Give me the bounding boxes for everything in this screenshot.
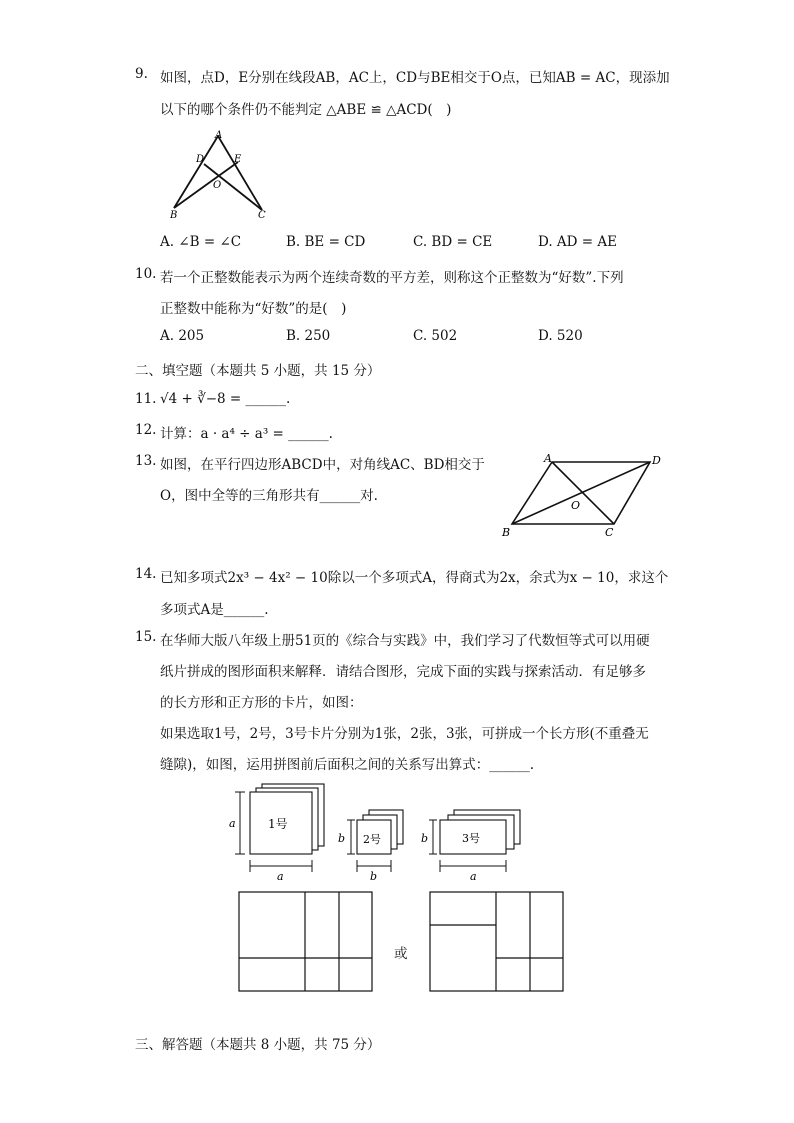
q9-option-c: C. BD = CE bbox=[413, 234, 493, 250]
q15-text-line5: 缝隙)，如图，运用拼图前后面积之间的关系写出算式：______. bbox=[160, 757, 535, 773]
q12-text: 计算：a · a⁴ ÷ a³ = ______. bbox=[160, 426, 333, 442]
q12-number: 12. bbox=[135, 422, 157, 438]
q15-assembled-rectangle-left bbox=[238, 891, 374, 993]
q10-text-line1: 若一个正整数能表示为两个连续奇数的平方差，则称这个正整数为“好数”.下列 bbox=[160, 270, 624, 286]
q9-option-a: A. ∠B = ∠C bbox=[160, 234, 242, 250]
card-3-height-label: b bbox=[421, 832, 429, 845]
q9-option-d: D. AD = AE bbox=[538, 234, 617, 250]
q9-label-o: O bbox=[213, 180, 222, 191]
q15-assembled-rectangle-right bbox=[429, 891, 565, 993]
q10-option-d: D. 520 bbox=[538, 328, 583, 344]
q10-option-b: B. 250 bbox=[286, 328, 331, 344]
q10-number: 10. bbox=[135, 266, 157, 282]
q9-label-c: C bbox=[258, 210, 266, 221]
card-1-label: 1号 bbox=[268, 817, 288, 831]
q13-label-b: B bbox=[502, 526, 511, 539]
card-2-width-label: b bbox=[370, 870, 378, 883]
card-3-label: 3号 bbox=[462, 832, 480, 845]
q10-text-line2: 正整数中能称为“好数”的是( ) bbox=[160, 301, 347, 317]
q14-text-line1: 已知多项式2x³ − 4x² − 10除以一个多项式A，得商式为2x，余式为x − 10，求这个 bbox=[160, 570, 669, 586]
section-2-heading: 二、填空题（本题共 5 小题，共 15 分） bbox=[135, 363, 381, 379]
q13-number: 13. bbox=[135, 453, 157, 469]
q9-number: 9. bbox=[135, 66, 148, 82]
q15-text-line1: 在华师大版八年级上册51页的《综合与实践》中，我们学习了代数恒等式可以用硬 bbox=[160, 633, 650, 649]
card-3-width-label: a bbox=[470, 870, 477, 883]
q13-label-o: O bbox=[571, 499, 581, 512]
q13-label-a: A bbox=[544, 452, 552, 465]
q11-text: √4 + ∛−8 = ______. bbox=[160, 391, 291, 407]
q10-option-a: A. 205 bbox=[160, 328, 205, 344]
q9-triangle-figure bbox=[160, 128, 280, 224]
q9-label-e: E bbox=[234, 154, 242, 165]
or-text: 或 bbox=[394, 946, 408, 962]
q13-label-c: C bbox=[605, 526, 614, 539]
q15-text-line2: 纸片拼成的图形面积来解释．请结合图形，完成下面的实践与探索活动．有足够多 bbox=[160, 664, 646, 680]
q9-text-line2: 以下的哪个条件仍不能判定 △ABE ≌ △ACD( ) bbox=[160, 102, 452, 118]
q15-cards-figure bbox=[226, 778, 526, 886]
q13-label-d: D bbox=[652, 454, 661, 467]
q15-text-line4: 如果选取1号，2号，3号卡片分别为1张，2张，3张，可拼成一个长方形(不重叠无 bbox=[160, 726, 649, 742]
q9-label-b: B bbox=[170, 210, 178, 221]
card-2-height-label: b bbox=[338, 832, 346, 845]
q9-text-line1: 如图，点D，E分别在线段AB，AC上，CD与BE相交于O点，已知AB = AC，现添加 bbox=[160, 70, 670, 86]
q9-label-a: A bbox=[215, 130, 223, 141]
card-2-label: 2号 bbox=[363, 833, 381, 846]
q9-option-b: B. BE = CD bbox=[286, 234, 366, 250]
q9-label-d: D bbox=[196, 154, 205, 165]
card-1-height-label: a bbox=[229, 817, 236, 830]
q15-number: 15. bbox=[135, 629, 157, 645]
q13-text-line1: 如图，在平行四边形ABCD中，对角线AC、BD相交于 bbox=[160, 457, 485, 473]
section-3-heading: 三、解答题（本题共 8 小题，共 75 分） bbox=[135, 1037, 381, 1053]
q10-option-c: C. 502 bbox=[413, 328, 458, 344]
q14-text-line2: 多项式A是______. bbox=[160, 602, 269, 618]
q13-text-line2: O，图中全等的三角形共有______对. bbox=[160, 488, 378, 504]
q13-parallelogram-figure bbox=[496, 450, 666, 542]
q14-number: 14. bbox=[135, 566, 157, 582]
q15-text-line3: 的长方形和正方形的卡片，如图： bbox=[160, 695, 363, 711]
q11-number: 11. bbox=[135, 391, 157, 407]
card-1-width-label: a bbox=[277, 870, 284, 883]
